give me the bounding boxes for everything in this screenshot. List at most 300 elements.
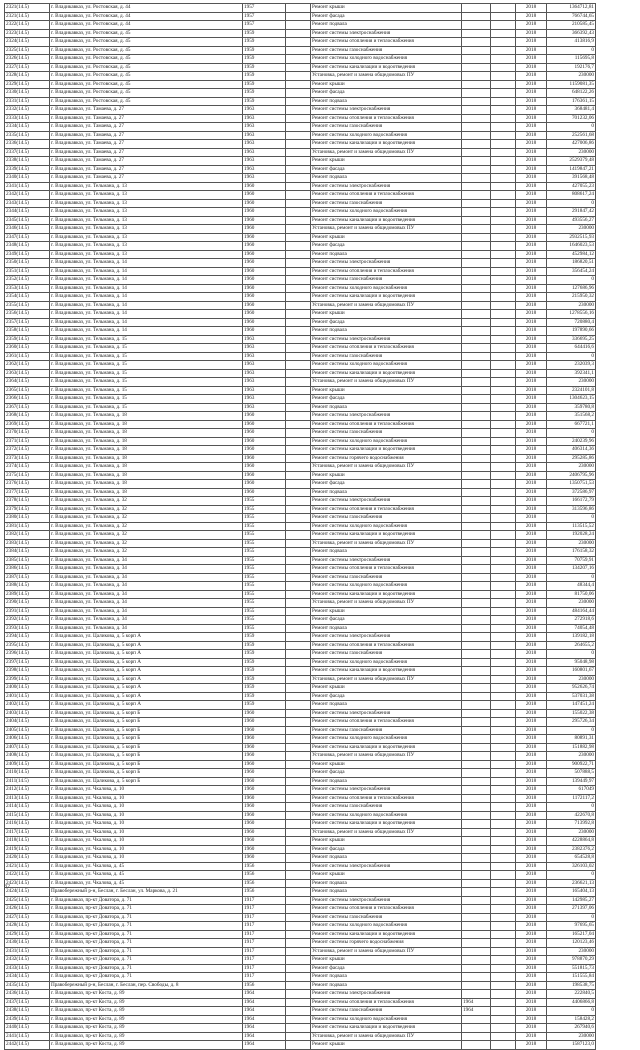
row-id-cell: 2412(14.5) [5,786,50,795]
year-cell: 1959 [243,650,286,659]
empty-cell [286,514,311,523]
address-cell: г. Владикавказ, ул. Тамаева, д. 27 [50,114,243,123]
empty-cell [286,990,311,999]
work-type-cell: Ремонт системы отопления и теплоснабжения [311,641,462,650]
row-id-cell: 2427(14.5) [5,913,50,922]
row-id-cell: 2330(14.5) [5,89,50,98]
cost-cell: 0 [547,650,596,659]
empty-cell [286,811,311,820]
empty-cell [491,871,516,880]
work-type-cell: Установка, ремонт и замена общедомовых ПУ [311,463,462,472]
empty-cell [491,480,516,489]
work-type-cell: Ремонт системы газоснабжения [311,726,462,735]
year-cell: 1960 [243,191,286,200]
period-cell: 2018 [516,641,547,650]
period-cell: 2018 [516,12,547,21]
cost-cell: 4228864,8 [547,837,596,846]
row-id-cell: 2383(14.5) [5,539,50,548]
year-cell: 1960 [243,446,286,455]
count-cell [462,123,491,132]
year-cell: 1955 [243,505,286,514]
empty-cell [491,522,516,531]
address-cell: г. Владикавказ, ул. Тельмана, д. 14 [50,301,243,310]
table-row [5,590,596,599]
count-cell [462,735,491,744]
row-id-cell: 2368(14.5) [5,412,50,421]
period-cell: 2018 [516,633,547,642]
table-row [5,692,596,701]
empty-cell [491,607,516,616]
period-cell: 2018 [516,939,547,948]
address-cell: г. Владикавказ, ул. Тельмана, д. 13 [50,225,243,234]
count-cell [462,488,491,497]
year-cell: 1957 [243,4,286,13]
address-cell: г. Владикавказ, ул. Ростовская, д. 44 [50,4,243,13]
count-cell [462,726,491,735]
cost-cell: 264655,2 [547,641,596,650]
table-row [5,956,596,965]
empty-cell [286,556,311,565]
count-cell [462,259,491,268]
table-row [5,905,596,914]
empty-cell [286,896,311,905]
cost-cell: 230000 [547,675,596,684]
year-cell: 1960 [243,242,286,251]
period-cell: 2018 [516,412,547,421]
row-id-cell: 2337(14.5) [5,148,50,157]
cost-cell: 272918,6 [547,616,596,625]
period-cell: 2018 [516,488,547,497]
year-cell: 1960 [243,480,286,489]
address-cell: г. Владикавказ, ул. Цаликова, д. 5 корп Б [50,743,243,752]
work-type-cell: Ремонт системы отопления и теплоснабжения [311,38,462,47]
address-cell: г. Владикавказ, ул. Цаликова, д. 5 корп А [50,692,243,701]
row-id-cell: 2326(14.5) [5,55,50,64]
address-cell: г. Владикавказ, ул. Чкалова, д. 10 [50,837,243,846]
period-cell: 2018 [516,956,547,965]
table-row [5,1024,596,1033]
table-row [5,633,596,642]
address-cell: г. Владикавказ, пр-кт Коста, д. 89 [50,990,243,999]
period-cell: 2018 [516,46,547,55]
year-cell: 1964 [243,1007,286,1016]
empty-cell [286,828,311,837]
count-cell [462,471,491,480]
empty-cell [286,769,311,778]
address-cell: г. Владикавказ, ул. Тельмана, д. 34 [50,599,243,608]
count-cell [462,930,491,939]
work-type-cell: Установка, ремонт и замена общедомовых ПУ [311,225,462,234]
empty-cell [491,327,516,336]
empty-cell [491,658,516,667]
row-id-cell: 2425(14.5) [5,896,50,905]
count-cell [462,131,491,140]
empty-cell [491,63,516,72]
cost-cell: 0 [547,429,596,438]
cost-cell: 484164,44 [547,607,596,616]
empty-cell [286,148,311,157]
empty-cell [491,386,516,395]
work-type-cell: Установка, ремонт и замена общедомовых ПУ [311,599,462,608]
table-row [5,760,596,769]
cost-cell: 230000 [547,463,596,472]
row-id-cell: 2329(14.5) [5,80,50,89]
empty-cell [286,293,311,302]
row-id-cell: 2424(14.5) [5,888,50,897]
period-cell: 2018 [516,225,547,234]
count-cell [462,225,491,234]
period-cell: 2018 [516,386,547,395]
empty-cell [286,284,311,293]
empty-cell [286,276,311,285]
empty-cell [491,140,516,149]
empty-cell [286,131,311,140]
address-cell: г. Владикавказ, пр-кт Коста, д. 89 [50,1041,243,1050]
table-row [5,879,596,888]
empty-cell [491,582,516,591]
empty-cell [286,973,311,982]
row-id-cell: 2400(14.5) [5,684,50,693]
table-row [5,684,596,693]
table-row [5,72,596,81]
period-cell: 2018 [516,905,547,914]
empty-cell [491,412,516,421]
work-type-cell: Ремонт системы газоснабжения [311,803,462,812]
table-row [5,352,596,361]
address-cell: г. Владикавказ, ул. Тельмана, д. 18 [50,420,243,429]
count-cell [462,743,491,752]
period-cell: 2018 [516,769,547,778]
cost-cell: 230000 [547,947,596,956]
empty-cell [286,480,311,489]
table-row [5,624,596,633]
table-row [5,131,596,140]
row-id-cell: 2349(14.5) [5,250,50,259]
empty-cell [491,930,516,939]
period-cell: 2018 [516,590,547,599]
address-cell: г. Владикавказ, ул. Тамаева, д. 27 [50,165,243,174]
empty-cell [286,454,311,463]
address-cell: г. Владикавказ, ул. Ростовская, д. 45 [50,55,243,64]
address-cell: г. Владикавказ, пр-кт Доватора, д. 71 [50,896,243,905]
address-cell: г. Владикавказ, ул. Тельмана, д. 18 [50,480,243,489]
year-cell: 1917 [243,947,286,956]
count-cell [462,1032,491,1041]
count-cell [462,182,491,191]
year-cell: 1960 [243,471,286,480]
row-id-cell: 2346(14.5) [5,225,50,234]
empty-cell [491,250,516,259]
table-row [5,896,596,905]
empty-cell [286,888,311,897]
empty-cell [491,777,516,786]
year-cell: 1960 [243,735,286,744]
count-cell [462,310,491,319]
address-cell: г. Владикавказ, ул. Тельмана, д. 14 [50,267,243,276]
count-cell [462,395,491,404]
count-cell [462,1015,491,1024]
empty-cell [286,21,311,30]
empty-cell [491,131,516,140]
table-row [5,80,596,89]
period-cell: 2018 [516,599,547,608]
work-type-cell: Ремонт системы холодного водоснабжения [311,522,462,531]
empty-cell [491,590,516,599]
cost-cell: 151555,84 [547,973,596,982]
empty-cell [286,922,311,931]
empty-cell [286,930,311,939]
empty-cell [491,352,516,361]
work-type-cell: Установка, ремонт и замена общедомовых ПУ [311,947,462,956]
count-cell [462,267,491,276]
cost-cell: 230000 [547,599,596,608]
period-cell: 2018 [516,607,547,616]
count-cell [462,344,491,353]
year-cell: 1957 [243,12,286,21]
count-cell [462,1024,491,1033]
work-type-cell: Ремонт системы канализации и водоотведения [311,743,462,752]
work-type-cell: Ремонт системы холодного водоснабжения [311,922,462,931]
work-type-cell: Ремонт системы электроснабжения [311,182,462,191]
row-id-cell: 2364(14.5) [5,378,50,387]
table-row [5,539,596,548]
work-type-cell: Ремонт системы канализации и водоотведения [311,293,462,302]
table-row [5,794,596,803]
count-cell [462,148,491,157]
empty-cell [491,888,516,897]
empty-cell [491,80,516,89]
empty-cell [286,743,311,752]
year-cell: 1955 [243,616,286,625]
period-cell: 2018 [516,845,547,854]
empty-cell [286,140,311,149]
year-cell: 1960 [243,318,286,327]
period-cell: 2018 [516,276,547,285]
address-cell: г. Владикавказ, ул. Тельмана, д. 32 [50,539,243,548]
period-cell: 2018 [516,369,547,378]
address-cell: г. Владикавказ, ул. Тельмана, д. 13 [50,242,243,251]
empty-cell [491,216,516,225]
address-cell: г. Владикавказ, ул. Тельмана, д. 34 [50,582,243,591]
year-cell: 1959 [243,29,286,38]
cost-cell: 0 [547,913,596,922]
table-row [5,463,596,472]
work-type-cell: Ремонт системы канализации и водоотведения [311,446,462,455]
work-type-cell: Ремонт системы холодного водоснабжения [311,658,462,667]
address-cell: г. Владикавказ, ул. Тельмана, д. 14 [50,293,243,302]
empty-cell [286,845,311,854]
year-cell: 1917 [243,905,286,914]
year-cell: 1960 [243,233,286,242]
cost-cell: 326103,02 [547,862,596,871]
empty-cell [491,72,516,81]
empty-cell [286,862,311,871]
period-cell: 2018 [516,990,547,999]
address-cell: г. Владикавказ, ул. Тамаева, д. 27 [50,140,243,149]
row-id-cell: 2340(14.5) [5,174,50,183]
cost-cell: 654528,8 [547,854,596,863]
table-row [5,803,596,812]
year-cell: 1955 [243,539,286,548]
empty-cell [491,854,516,863]
cost-cell: 313596,86 [547,505,596,514]
work-type-cell: Установка, ремонт и замена общедомовых ПУ [311,72,462,81]
empty-cell [286,964,311,973]
cost-cell: 230000 [547,225,596,234]
row-id-cell: 2422(14.5) [5,871,50,880]
address-cell: г. Владикавказ, ул. Тельмана, д. 34 [50,590,243,599]
table-row [5,582,596,591]
address-cell: г. Владикавказ, пр-кт Доватора, д. 71 [50,956,243,965]
work-type-cell: Ремонт подвала [311,888,462,897]
work-type-cell: Ремонт системы канализации и водоотведения [311,63,462,72]
cost-cell: 166172,79 [547,497,596,506]
work-type-cell: Установка, ремонт и замена общедомовых ПУ [311,752,462,761]
period-cell: 2018 [516,420,547,429]
empty-cell [491,845,516,854]
table-row [5,811,596,820]
year-cell: 1959 [243,633,286,642]
table-row [5,267,596,276]
address-cell: г. Владикавказ, ул. Тельмана, д. 14 [50,259,243,268]
empty-cell [491,89,516,98]
empty-cell [286,412,311,421]
address-cell: г. Владикавказ, ул. Чкалова, д. 10 [50,820,243,829]
table-row [5,378,596,387]
cost-cell: 2324101,8 [547,386,596,395]
year-cell: 1963 [243,369,286,378]
year-cell: 1917 [243,930,286,939]
address-cell: г. Владикавказ, ул. Чкалова, д. 10 [50,803,243,812]
empty-cell [491,471,516,480]
table-row [5,650,596,659]
year-cell: 1959 [243,80,286,89]
work-type-cell: Ремонт фасада [311,165,462,174]
row-id-cell: 2410(14.5) [5,769,50,778]
period-cell: 2018 [516,497,547,506]
table-row [5,403,596,412]
year-cell: 1917 [243,922,286,931]
address-cell: г. Владикавказ, ул. Тельмана, д. 15 [50,369,243,378]
year-cell: 1963 [243,114,286,123]
table-row [5,97,596,106]
empty-cell [286,378,311,387]
work-type-cell: Ремонт системы газоснабжения [311,514,462,523]
table-row [5,361,596,370]
row-id-cell: 2439(14.5) [5,1015,50,1024]
count-cell [462,641,491,650]
table-row [5,871,596,880]
period-cell: 2018 [516,811,547,820]
count-cell [462,463,491,472]
year-cell: 1963 [243,140,286,149]
address-cell: г. Владикавказ, ул. Тельмана, д. 34 [50,616,243,625]
row-id-cell: 2409(14.5) [5,760,50,769]
work-type-cell: Ремонт системы холодного водоснабжения [311,437,462,446]
period-cell: 2018 [516,429,547,438]
year-cell: 1960 [243,327,286,336]
count-cell [462,514,491,523]
cost-cell: 176361,15 [547,97,596,106]
empty-cell [491,335,516,344]
table-row [5,293,596,302]
cost-cell: 120123,46 [547,939,596,948]
period-cell: 2018 [516,471,547,480]
row-id-cell: 2373(14.5) [5,454,50,463]
count-cell [462,454,491,463]
period-cell: 2018 [516,403,547,412]
count-cell [462,650,491,659]
cost-cell: 667721,1 [547,420,596,429]
empty-cell [491,165,516,174]
empty-cell [286,63,311,72]
table-row [5,837,596,846]
cost-cell: 155022,38 [547,709,596,718]
period-cell: 2018 [516,4,547,13]
empty-cell [491,208,516,217]
table-row [5,318,596,327]
period-cell: 2018 [516,344,547,353]
address-cell: г. Владикавказ, ул. Тельмана, д. 14 [50,327,243,336]
work-type-cell: Ремонт системы холодного водоснабжения [311,582,462,591]
work-type-cell: Ремонт крыши [311,760,462,769]
empty-cell [491,998,516,1007]
cost-cell: 551815,73 [547,964,596,973]
year-cell: 1960 [243,293,286,302]
count-cell [462,378,491,387]
address-cell: г. Владикавказ, ул. Цаликова, д. 5 корп Б [50,777,243,786]
row-id-cell: 2405(14.5) [5,726,50,735]
empty-cell [491,726,516,735]
period-cell: 2018 [516,879,547,888]
table-row [5,743,596,752]
empty-cell [286,692,311,701]
empty-cell [491,794,516,803]
period-cell: 2018 [516,616,547,625]
row-id-cell: 2387(14.5) [5,573,50,582]
address-cell: г. Владикавказ, ул. Цаликова, д. 5 корп А [50,658,243,667]
empty-cell [286,531,311,540]
row-id-cell: 2345(14.5) [5,216,50,225]
work-type-cell: Ремонт системы газоснабжения [311,573,462,582]
empty-cell [491,437,516,446]
empty-cell [286,395,311,404]
period-cell: 2018 [516,854,547,863]
cost-cell: 197890,66 [547,327,596,336]
empty-cell [286,854,311,863]
empty-cell [491,896,516,905]
empty-cell [491,403,516,412]
row-id-cell: 2376(14.5) [5,480,50,489]
work-type-cell: Ремонт системы холодного водоснабжения [311,1015,462,1024]
year-cell: 1959 [243,684,286,693]
address-cell: г. Владикавказ, ул. Тельмана, д. 13 [50,199,243,208]
period-cell: 2018 [516,862,547,871]
period-cell: 2018 [516,327,547,336]
empty-cell [491,990,516,999]
cost-cell: 808617,24 [547,191,596,200]
cost-cell: 81750,06 [547,590,596,599]
count-cell [462,922,491,931]
cost-cell: 2406795,96 [547,471,596,480]
year-cell: 1960 [243,777,286,786]
empty-cell [491,378,516,387]
address-cell: г. Владикавказ, ул. Цаликова, д. 5 корп Б [50,709,243,718]
empty-cell [286,420,311,429]
year-cell: 1963 [243,361,286,370]
empty-cell [491,174,516,183]
count-cell [462,97,491,106]
